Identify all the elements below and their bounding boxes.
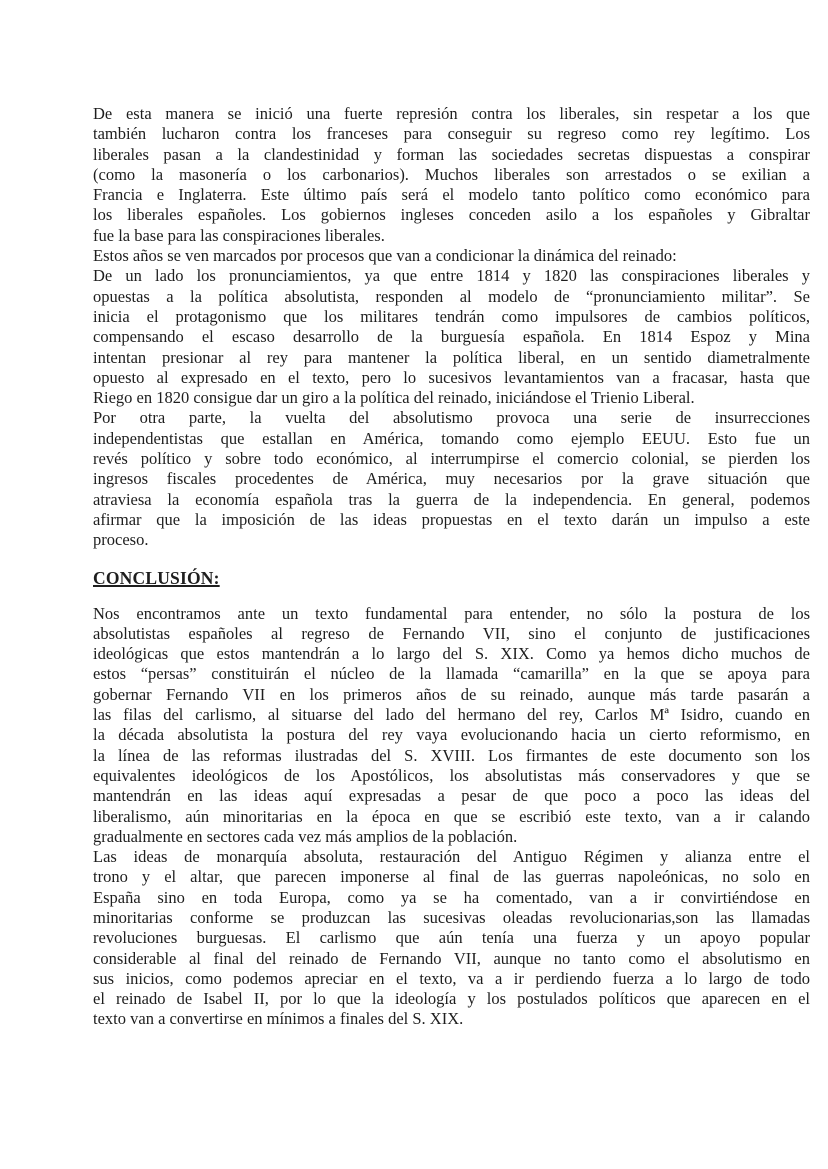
document-text-block [93, 104, 810, 1030]
paragraph [93, 847, 810, 1030]
text-line: liberalismo, aún minoritarias en la época en que se escribió este texto, van a ir calando [93, 806, 810, 826]
text-line: sus inicios, como podemos apreciar en el texto, va a ir perdiendo fuerza a lo largo de todo [93, 968, 810, 988]
text-line: gobernar Fernando VII en los primeros años de su reinado, aunque más tarde pasarán a [93, 684, 810, 704]
text-line: proceso. [93, 530, 149, 550]
text-line: fue la base para las conspiraciones liberales. [93, 225, 385, 245]
text-line: Riego en 1820 consigue dar un giro a la política del reinado, iniciándose el Trienio Liberal. [93, 388, 695, 408]
paragraph [93, 266, 810, 408]
text-line: estos “persas” constituirán el núcleo de la llamada “camarilla” en la que se apoya para [93, 664, 810, 684]
text-line: España sino en toda Europa, como ya se ha comentado, van a ir convirtiéndose en [93, 887, 810, 907]
paragraph [93, 408, 810, 550]
text-line: Las ideas de monarquía absoluta, restauración del Antiguo Régimen y alianza entre el [93, 847, 810, 867]
text-line: revoluciones burguesas. El carlismo que aún tenía una fuerza y un apoyo popular [93, 928, 810, 948]
text-line: independentistas que estallan en América, tomando como ejemplo EEUU. Esto fue un [93, 428, 810, 448]
text-line: liberales pasan a la clandestinidad y forman las sociedades secretas dispuestas a conspirar [93, 144, 810, 164]
text-line: De un lado los pronunciamientos, ya que entre 1814 y 1820 las conspiraciones liberales y [93, 266, 810, 286]
text-line: Estos años se ven marcados por procesos que van a condicionar la dinámica del reinado: [93, 246, 677, 266]
text-line: ingresos fiscales procedentes de América, muy necesarios por la grave situación que [93, 469, 810, 489]
text-line: opuesto al expresado en el texto, pero lo sucesivos levantamientos van a fracasar, hasta que [93, 367, 810, 387]
text-line: Por otra parte, la vuelta del absolutismo provoca una serie de insurrecciones [93, 408, 810, 428]
text-line: Nos encontramos ante un texto fundamental para entender, no sólo la postura de los [93, 603, 810, 623]
text-line: intentan presionar al rey para mantener la política liberal, en un sentido diametralmente [93, 347, 810, 367]
text-line: compensando el escaso desarrollo de la burguesía española. En 1814 Espoz y Mina [93, 327, 810, 347]
text-line: la línea de las reformas ilustradas del S. XVIII. Los firmantes de este documento son los [93, 745, 810, 765]
text-line: afirmar que la imposición de las ideas propuestas en el texto darán un impulso a este [93, 509, 810, 529]
text-line: gradualmente en sectores cada vez más amplios de la población. [93, 826, 518, 846]
text-line: ideológicas que estos mantendrán a lo largo del S. XIX. Como ya hemos dicho muchos de [93, 644, 810, 664]
text-line: minoritarias conforme se produzcan las sucesivas oleadas revolucionarias,son las llamadas [93, 907, 810, 927]
text-line: las filas del carlismo, al situarse del lado del hermano del rey, Carlos Mª Isidro, cuando en [93, 705, 810, 725]
text-line: texto van a convertirse en mínimos a finales del S. XIX. [93, 1009, 464, 1029]
paragraph [93, 246, 810, 266]
text-line: considerable al final del reinado de Fernando VII, aunque no tanto como el absolutismo en [93, 948, 810, 968]
text-line: trono y el altar, que parecen imponerse al final de las guerras napoleónicas, no solo en [93, 867, 810, 887]
text-line: la década absolutista la postura del rey vaya evolucionando hacia un cierto reformismo, en [93, 725, 810, 745]
text-line: también lucharon contra los franceses para conseguir su regreso como rey legítimo. Los [93, 124, 810, 144]
text-line: Francia e Inglaterra. Este último país será el modelo tanto político como económico para [93, 185, 810, 205]
text-line: absolutistas españoles al regreso de Fernando VII, sino el conjunto de justificaciones [93, 623, 810, 643]
text-line: equivalentes ideológicos de los Apostólicos, los absolutistas más conservadores y que se [93, 765, 810, 785]
paragraph [93, 604, 810, 848]
conclusion-heading: CONCLUSIÓN: [93, 567, 220, 588]
text-line: opuestas a la política absolutista, responden al modelo de “pronunciamiento militar”. Se [93, 286, 810, 306]
text-line: mantendrán en las ideas aquí expresadas a pesar de que poco a poco las ideas del [93, 786, 810, 806]
text-line: inicia el protagonismo que los militares tendrán como impulsores de cambios políticos, [93, 306, 810, 326]
text-line: (como la masonería o los carbonarios). Muchos liberales son arrestados o se exilian a [93, 164, 810, 184]
text-line: el reinado de Isabel II, por lo que la ideología y los postulados políticos que aparecen en el [93, 989, 810, 1009]
text-line: revés político y sobre todo económico, al interrumpirse el comercio colonial, se pierden los [93, 449, 810, 469]
text-line: atraviesa la economía española tras la guerra de la independencia. En general, podemos [93, 489, 810, 509]
text-line: De esta manera se inició una fuerte represión contra los liberales, sin respetar a los que [93, 104, 810, 123]
text-line: los liberales españoles. Los gobiernos ingleses conceden asilo a los españoles y Gibraltar [93, 205, 810, 225]
paragraph [93, 104, 810, 246]
